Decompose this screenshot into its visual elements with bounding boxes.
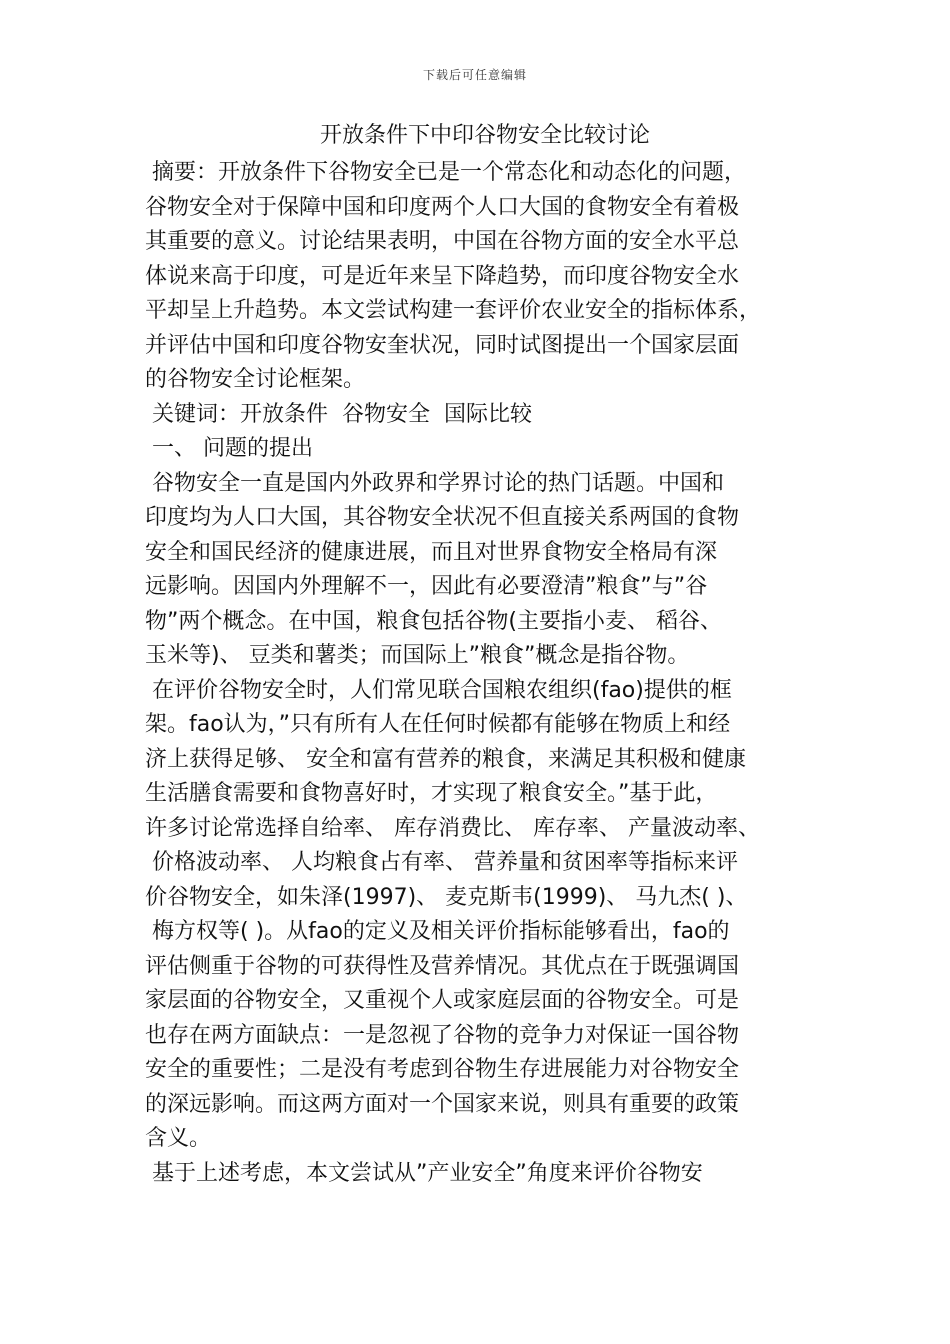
paragraph-line: 谷物安全一直是国内外政界和学界讨论的热门话题。中国和 bbox=[145, 470, 724, 496]
paragraph-line: 济上获得足够、 安全和富有营养的粮食，来满足其积极和健康 bbox=[145, 746, 746, 772]
paragraph-line: 许多讨论常选择自给率、 库存消费比、 库存率、 产量波动率、 bbox=[145, 815, 760, 841]
paragraph-line: 物”两个概念。在中国，粮食包括谷物(主要指小麦、 稻谷、 bbox=[145, 608, 722, 634]
paragraph-line: 玉米等)、 豆类和薯类；而国际上”粮食”概念是指谷物。 bbox=[145, 643, 690, 668]
paragraph-line: 生活膳食需要和食物喜好时，才实现了粮食安全。”基于此， bbox=[145, 781, 718, 806]
header-note: 下载后可任意编辑 bbox=[422, 68, 527, 82]
paragraph-line: 安全和国民经济的健康进展，而且对世界食物安全格局有深 bbox=[145, 539, 718, 565]
paragraph-line: 价谷物安全，如朱泽(1997)、 麦克斯韦(1999)、 马九杰( )、 bbox=[145, 884, 748, 910]
abstract-line: 体说来高于印度，可是近年来呈下降趋势，而印度谷物安全水 bbox=[145, 263, 740, 289]
abstract-line: 谷物安全对于保障中国和印度两个人口大国的食物安全有着极 bbox=[145, 194, 740, 220]
paragraph-line: 含义。 bbox=[145, 1126, 212, 1151]
paragraph-line: 价格波动率、 人均粮食占有率、 营养量和贫困率等指标来评 bbox=[145, 850, 738, 875]
paragraph-line: 家层面的谷物安全，又重视个人或家庭层面的谷物安全。可是 bbox=[145, 988, 740, 1013]
paragraph-line: 远影响。因国内外理解不一，因此有必要澄清”粮食”与”谷 bbox=[145, 574, 708, 599]
paragraph-line: 梅方权等( )。从fao的定义及相关评价指标能够看出，fao的 bbox=[145, 919, 730, 944]
paragraph-line: 基于上述考虑，本文尝试从”产业安全”角度来评价谷物安 bbox=[145, 1160, 703, 1186]
abstract-line: 并评估中国和印度谷物安奎状况，同时试图提出一个国家层面 bbox=[145, 332, 740, 358]
paragraph-line: 也存在两方面缺点：一是忽视了谷物的竞争力对保证一国谷物 bbox=[145, 1022, 740, 1048]
paragraph-line: 架。fao认为，”只有所有人在任何时候都有能够在物质上和经 bbox=[145, 712, 731, 737]
abstract-line: 其重要的意义。讨论结果表明，中国在谷物方面的安全水平总 bbox=[145, 229, 740, 254]
abstract-line: 摘要：开放条件下谷物安全已是一个常态化和动态化的问题， bbox=[145, 160, 746, 185]
abstract-line: 的谷物安全讨论框架。 bbox=[145, 367, 366, 392]
document-title: 开放条件下中印谷物安全比较讨论 bbox=[320, 123, 651, 148]
paragraph-line: 安全的重要性；二是没有考虑到谷物生存进展能力对谷物安全 bbox=[145, 1057, 740, 1082]
paragraph-line: 在评价谷物安全时，人们常见联合国粮农组织(fao)提供的框 bbox=[145, 677, 732, 703]
keywords-line: 关键词：开放条件 谷物安全 国际比较 bbox=[145, 401, 532, 427]
paragraph-line: 印度均为人口大国，其谷物安全状况不但直接关系两国的食物 bbox=[145, 505, 740, 530]
paragraph-line: 的深远影响。而这两方面对一个国家来说，则具有重要的政策 bbox=[145, 1091, 740, 1117]
section-heading: 一、 问题的提出 bbox=[145, 436, 313, 461]
abstract-line: 平却呈上升趋势。本文尝试构建一套评价农业安全的指标体系， bbox=[145, 298, 762, 323]
body-text bbox=[145, 156, 825, 1191]
paragraph-line: 评估侧重于谷物的可获得性及营养情况。其优点在于既强调国 bbox=[145, 953, 740, 979]
